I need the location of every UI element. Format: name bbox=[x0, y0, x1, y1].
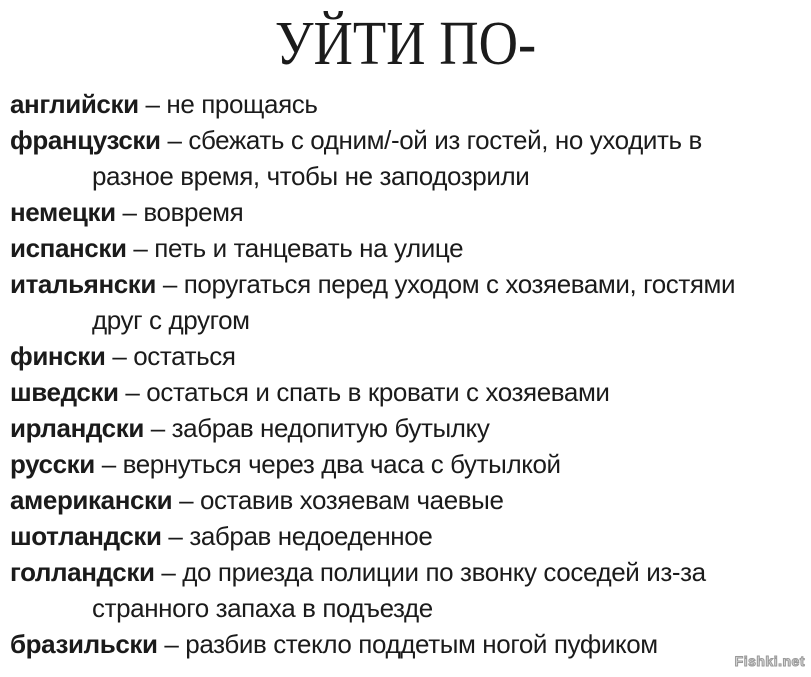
list-item bbox=[0, 338, 811, 374]
list-item bbox=[0, 374, 811, 410]
definition-continuation: странного запаха в подъезде bbox=[92, 593, 433, 623]
term-label: ирландски bbox=[10, 413, 144, 443]
watermark: Fishki.net bbox=[734, 653, 805, 669]
list-item bbox=[0, 86, 811, 122]
term-label: голландски bbox=[10, 557, 155, 587]
list-item bbox=[0, 266, 811, 302]
term-label: французски bbox=[10, 125, 161, 155]
list-item bbox=[0, 518, 811, 554]
definition-text: – поругаться перед уходом с хозяевами, гостями bbox=[156, 269, 736, 299]
term-label: английски bbox=[10, 89, 139, 119]
definition-text: – остаться bbox=[105, 341, 236, 371]
definition-text: – забрав недопитую бутылку bbox=[143, 413, 490, 443]
term-label: шведски bbox=[10, 377, 119, 407]
definition-text: – вовремя bbox=[115, 197, 244, 227]
definition-text: – петь и танцевать на улице bbox=[126, 233, 464, 263]
list-item bbox=[0, 626, 811, 662]
term-label: бразильски bbox=[10, 629, 158, 659]
definition-text: – остаться и спать в кровати с хозяевами bbox=[118, 377, 610, 407]
definition-text: – не прощаясь bbox=[138, 89, 318, 119]
title-area bbox=[0, 6, 811, 84]
definition-text: – забрав недоеденное bbox=[161, 521, 433, 551]
term-label: русски bbox=[10, 449, 95, 479]
definition-text: – разбив стекло поддетым ногой пуфиком bbox=[157, 629, 658, 659]
list-item bbox=[0, 482, 811, 518]
definition-text: – до приезда полиции по звонку соседей из-за bbox=[154, 557, 706, 587]
term-label: немецки bbox=[10, 197, 116, 227]
list-item bbox=[0, 122, 811, 158]
term-label: итальянски bbox=[10, 269, 157, 299]
term-label: испански bbox=[10, 233, 127, 263]
list-item bbox=[0, 554, 811, 590]
page-title: УЙТИ ПО- bbox=[274, 10, 537, 78]
definition-continuation: разное время, чтобы не заподозрили bbox=[92, 161, 530, 191]
definitions-list bbox=[0, 86, 811, 662]
term-label: американски bbox=[10, 485, 173, 515]
list-item bbox=[0, 446, 811, 482]
definition-text: – оставив хозяевам чаевые bbox=[172, 485, 504, 515]
definition-continuation: друг с другом bbox=[92, 305, 250, 335]
list-item bbox=[0, 230, 811, 266]
list-item bbox=[0, 410, 811, 446]
definition-text: – сбежать с одним/-ой из гостей, но уходить в bbox=[160, 125, 702, 155]
list-item bbox=[0, 194, 811, 230]
term-label: фински bbox=[10, 341, 106, 371]
definition-text: – вернуться через два часа с бутылкой bbox=[94, 449, 561, 479]
term-label: шотландски bbox=[10, 521, 162, 551]
